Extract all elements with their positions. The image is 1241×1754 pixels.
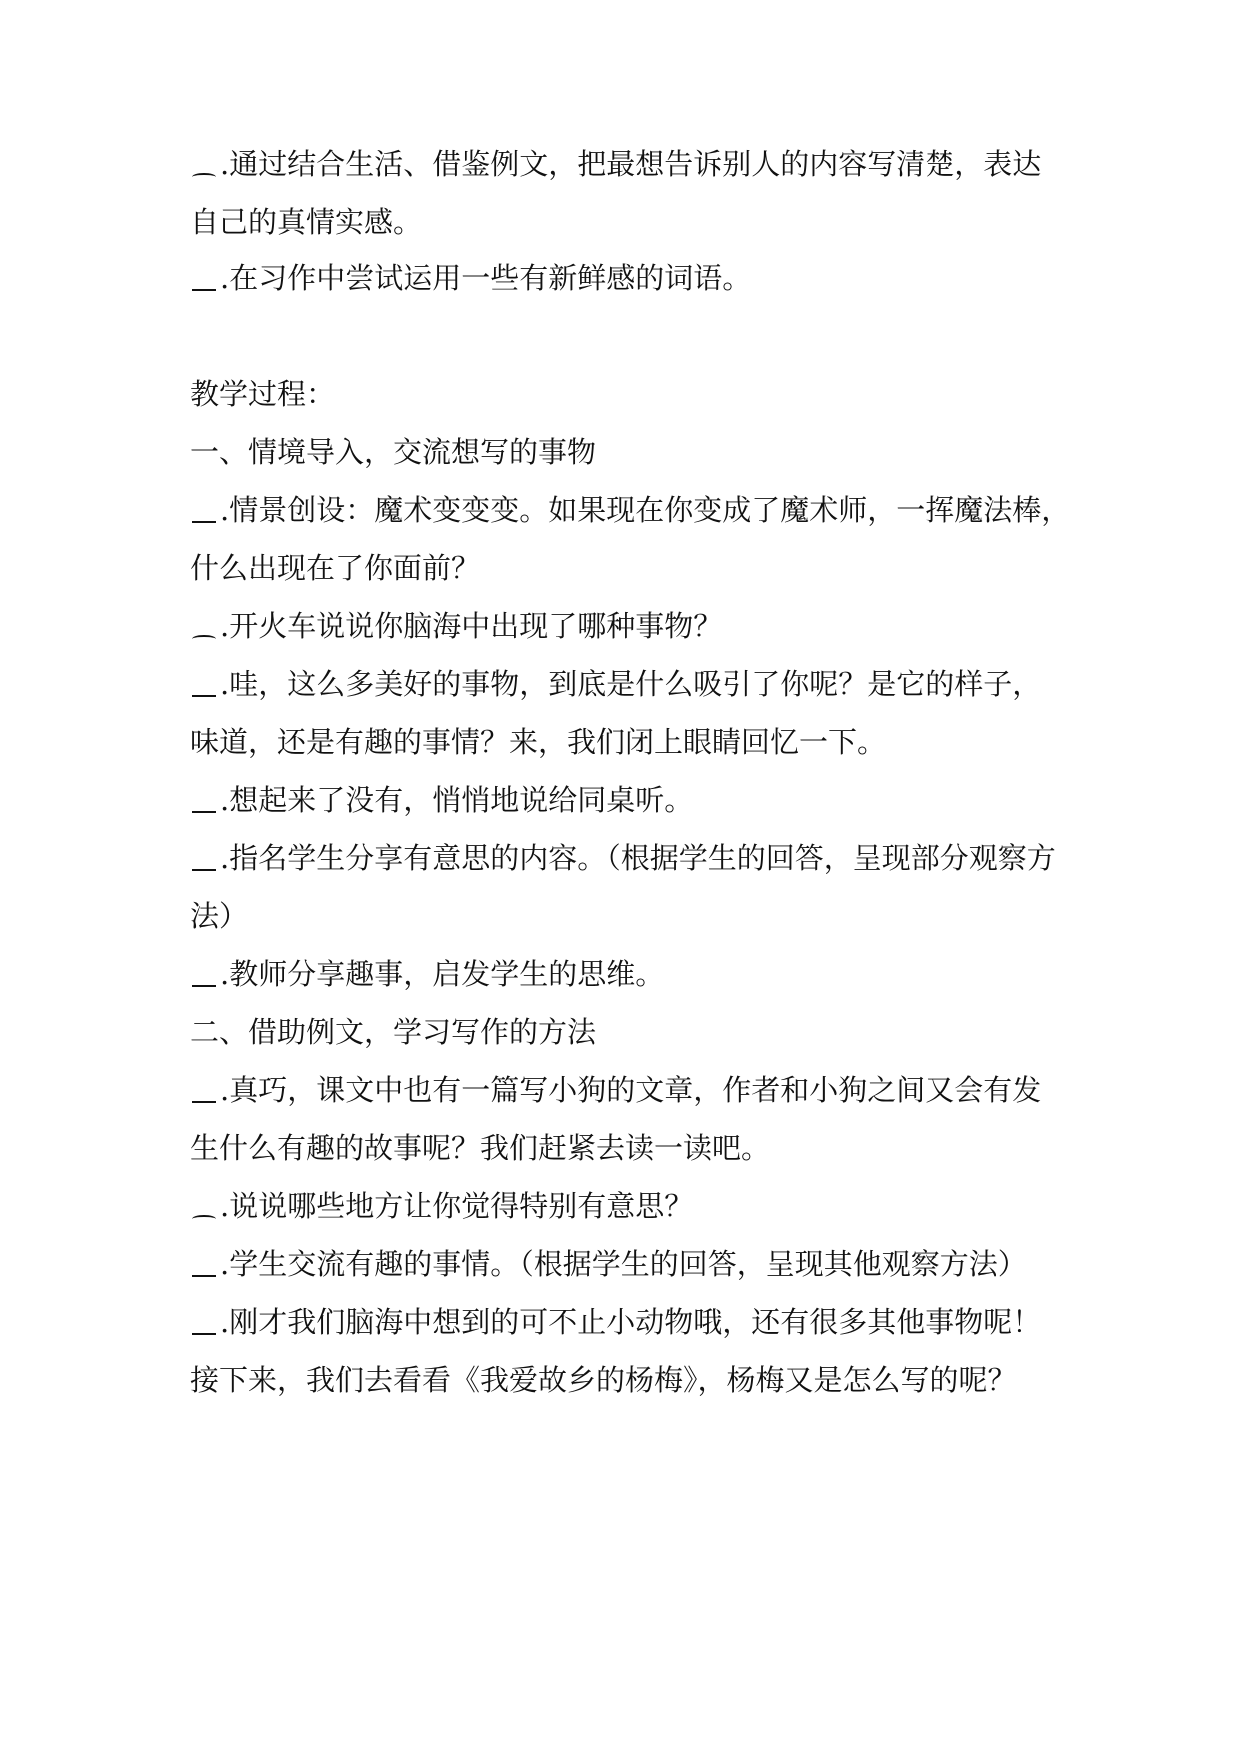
line-text: 二、借助例文，学习写作的方法: [190, 1015, 597, 1049]
text-line: [190, 546, 1070, 590]
list-marker: [190, 1184, 220, 1228]
line-text: 自己的真情实感。: [190, 205, 423, 239]
text-line: [190, 836, 1070, 880]
text-line: [190, 372, 1070, 416]
text-line: [190, 1126, 1070, 1170]
list-marker: [190, 778, 220, 822]
line-text: .刚才我们脑海中想到的可不止小动物哦，还有很多其他事物呢！: [220, 1305, 1042, 1339]
list-marker: [190, 662, 220, 706]
line-text: .情景创设：魔术变变变。如果现在你变成了魔术师，一挥魔法棒，: [220, 493, 1070, 527]
line-text: 教学过程：: [190, 377, 336, 411]
line-text: .说说哪些地方让你觉得特别有意思？: [220, 1189, 694, 1223]
text-line: [190, 894, 1070, 938]
text-line: [190, 1010, 1070, 1054]
line-text: .哇，这么多美好的事物，到底是什么吸引了你呢？是它的样子，: [220, 667, 1042, 701]
text-line: [190, 662, 1070, 706]
line-text: .真巧，课文中也有一篇写小狗的文章，作者和小狗之间又会有发: [220, 1073, 1042, 1107]
line-text: 什么出现在了你面前？: [190, 551, 481, 585]
list-marker: [190, 1300, 220, 1344]
text-line: [190, 142, 1070, 186]
line-text: .通过结合生活、借鉴例文，把最想告诉别人的内容写清楚，表达: [220, 147, 1042, 181]
list-marker: [190, 952, 220, 996]
text-line: [190, 1184, 1070, 1228]
line-text: 法）: [190, 899, 249, 933]
text-line: [190, 604, 1070, 648]
text-line: [190, 430, 1070, 474]
text-line: [190, 256, 1070, 300]
list-marker: [190, 836, 220, 880]
list-marker: [190, 256, 220, 300]
line-text: 味道，还是有趣的事情？来，我们闭上眼睛回忆一下。: [190, 725, 887, 759]
text-line: [190, 1242, 1070, 1286]
line-text: 接下来，我们去看看《我爱故乡的杨梅》，杨梅又是怎么写的呢？: [190, 1363, 1017, 1397]
list-marker: [190, 1068, 220, 1112]
text-line: [190, 778, 1070, 822]
text-line: [190, 952, 1070, 996]
list-marker: [190, 488, 220, 532]
line-text: .教师分享趣事，启发学生的思维。: [220, 957, 665, 991]
text-line: [190, 1068, 1070, 1112]
line-text: .指名学生分享有意思的内容。（根据学生的回答，呈现部分观察方: [220, 841, 1056, 875]
line-text: .在习作中尝试运用一些有新鲜感的词语。: [220, 261, 752, 295]
text-line: [190, 488, 1070, 532]
text-line: [190, 1300, 1070, 1344]
line-text: 一、情境导入，交流想写的事物: [190, 435, 597, 469]
text-line: [190, 720, 1070, 764]
list-marker: [190, 604, 220, 648]
list-marker: [190, 142, 220, 186]
line-text: .开火车说说你脑海中出现了哪种事物？: [220, 609, 723, 643]
line-text: 生什么有趣的故事呢？我们赶紧去读一读吧。: [190, 1131, 771, 1165]
line-text: .学生交流有趣的事情。（根据学生的回答，呈现其他观察方法）: [220, 1247, 1027, 1281]
list-marker: [190, 1242, 220, 1286]
line-text: .想起来了没有，悄悄地说给同桌听。: [220, 783, 694, 817]
text-line: [190, 200, 1070, 244]
text-line: [190, 1358, 1070, 1402]
